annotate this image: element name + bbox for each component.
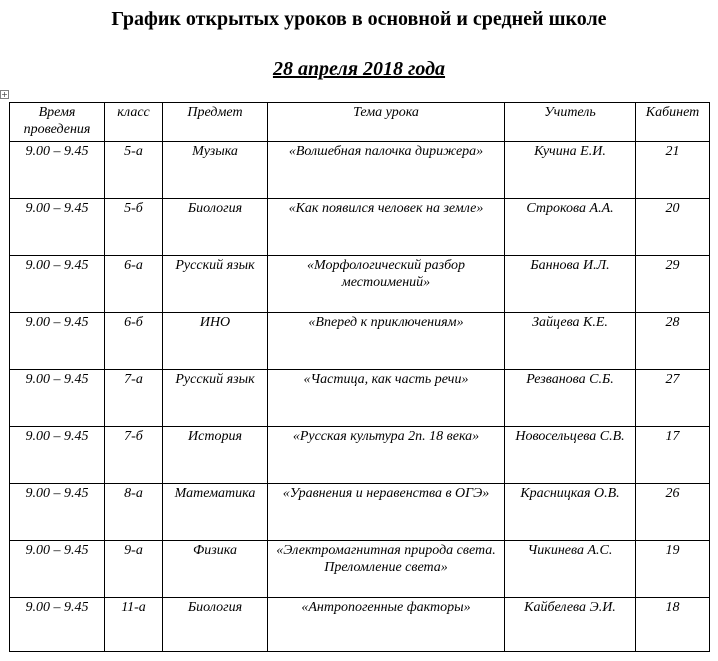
cell-time: 9.00 – 9.45 <box>10 142 105 199</box>
header-room: Кабинет <box>636 103 710 142</box>
cell-room: 17 <box>636 427 710 484</box>
cell-room: 20 <box>636 199 710 256</box>
table-row <box>10 142 710 199</box>
header-class: класс <box>105 103 163 142</box>
cell-class: 5-а <box>105 142 163 199</box>
table-row <box>10 199 710 256</box>
table-row <box>10 598 710 652</box>
cell-class: 8-а <box>105 484 163 541</box>
cell-topic: «Уравнения и неравенства в ОГЭ» <box>268 484 505 541</box>
cell-time: 9.00 – 9.45 <box>10 541 105 598</box>
cell-subject: Физика <box>163 541 268 598</box>
table-row <box>10 313 710 370</box>
header-teacher: Учитель <box>505 103 636 142</box>
cell-class: 6-б <box>105 313 163 370</box>
cell-room: 26 <box>636 484 710 541</box>
table-row <box>10 256 710 313</box>
cell-room: 27 <box>636 370 710 427</box>
table-row <box>10 427 710 484</box>
cell-time: 9.00 – 9.45 <box>10 484 105 541</box>
cell-topic: «Как появился человек на земле» <box>268 199 505 256</box>
cell-class: 11-а <box>105 598 163 652</box>
cell-room: 28 <box>636 313 710 370</box>
cell-subject: Биология <box>163 199 268 256</box>
cell-teacher: Резванова С.Б. <box>505 370 636 427</box>
cell-topic: «Антропогенные факторы» <box>268 598 505 652</box>
cell-teacher: Баннова И.Л. <box>505 256 636 313</box>
cell-class: 5-б <box>105 199 163 256</box>
cell-teacher: Красницкая О.В. <box>505 484 636 541</box>
cell-teacher: Кайбелева Э.И. <box>505 598 636 652</box>
page-title: График открытых уроков в основной и средней школе <box>111 8 607 30</box>
cell-topic: «Морфологический разбор местоимений» <box>268 256 505 313</box>
cell-teacher: Кучина Е.И. <box>505 142 636 199</box>
cell-class: 9-а <box>105 541 163 598</box>
cell-subject: История <box>163 427 268 484</box>
cell-teacher: Строкова А.А. <box>505 199 636 256</box>
table-header-row <box>10 103 710 142</box>
cell-subject: Биология <box>163 598 268 652</box>
header-topic: Тема урока <box>268 103 505 142</box>
cell-room: 29 <box>636 256 710 313</box>
cell-teacher: Новосельцева С.В. <box>505 427 636 484</box>
schedule-table <box>9 102 710 652</box>
table-row <box>10 541 710 598</box>
cell-class: 6-а <box>105 256 163 313</box>
cell-subject: ИНО <box>163 313 268 370</box>
header-subject: Предмет <box>163 103 268 142</box>
cell-room: 21 <box>636 142 710 199</box>
cell-time: 9.00 – 9.45 <box>10 199 105 256</box>
cell-time: 9.00 – 9.45 <box>10 256 105 313</box>
header-time: Время проведения <box>10 103 105 142</box>
table-move-handle-icon[interactable]: + <box>1 90 8 99</box>
cell-teacher: Зайцева К.Е. <box>505 313 636 370</box>
cell-time: 9.00 – 9.45 <box>10 370 105 427</box>
cell-time: 9.00 – 9.45 <box>10 598 105 652</box>
cell-time: 9.00 – 9.45 <box>10 427 105 484</box>
cell-topic: «Электромагнитная природа света. Преломление света» <box>268 541 505 598</box>
cell-topic: «Вперед к приключениям» <box>268 313 505 370</box>
cell-topic: «Русская культура 2п. 18 века» <box>268 427 505 484</box>
schedule-date: 28 апреля 2018 года <box>272 58 446 80</box>
cell-class: 7-б <box>105 427 163 484</box>
cell-topic: «Частица, как часть речи» <box>268 370 505 427</box>
cell-room: 19 <box>636 541 710 598</box>
cell-room: 18 <box>636 598 710 652</box>
table-row <box>10 370 710 427</box>
cell-topic: «Волшебная палочка дирижера» <box>268 142 505 199</box>
cell-time: 9.00 – 9.45 <box>10 313 105 370</box>
table-row <box>10 484 710 541</box>
cell-teacher: Чикинева А.С. <box>505 541 636 598</box>
cell-subject: Математика <box>163 484 268 541</box>
cell-subject: Русский язык <box>163 256 268 313</box>
cell-class: 7-а <box>105 370 163 427</box>
cell-subject: Музыка <box>163 142 268 199</box>
cell-subject: Русский язык <box>163 370 268 427</box>
